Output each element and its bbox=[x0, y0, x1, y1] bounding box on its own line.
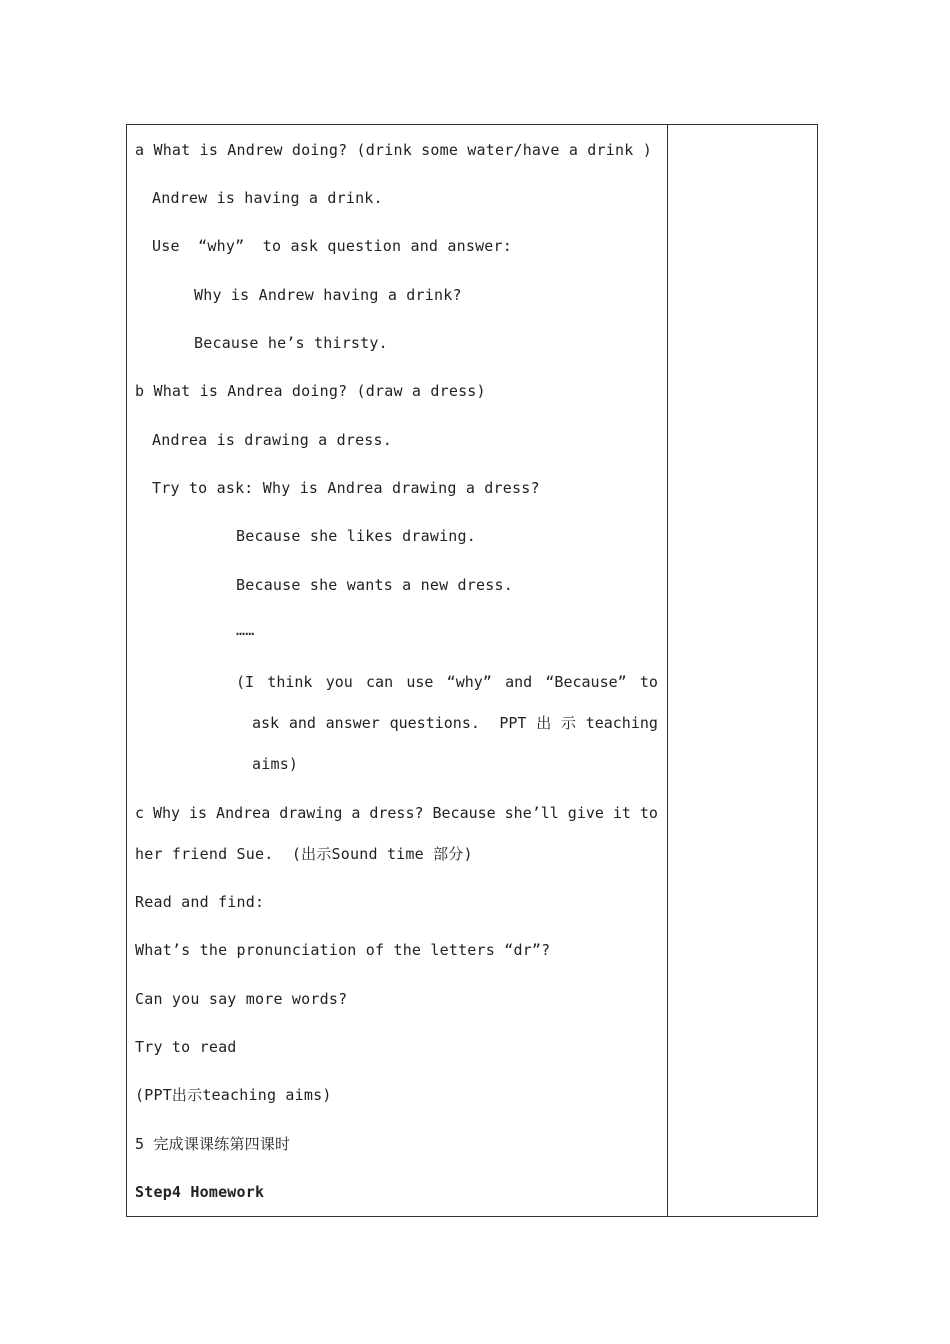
text-line: 5 完成课课练第四课时 bbox=[135, 1135, 291, 1153]
column-divider bbox=[667, 125, 668, 1216]
word: 示 bbox=[560, 714, 576, 732]
word: think bbox=[267, 673, 313, 691]
text-line: Andrew is having a drink. bbox=[152, 189, 383, 207]
word: Because bbox=[432, 804, 496, 822]
text-line: Because she wants a new dress. bbox=[236, 576, 513, 594]
text-line: a What is Andrew doing? (drink some water/have a drink ) bbox=[135, 141, 652, 159]
word: to bbox=[639, 804, 658, 822]
text-line: Because she likes drawing. bbox=[236, 527, 476, 545]
word: Why bbox=[152, 804, 181, 822]
word: to bbox=[639, 673, 658, 691]
text-line: her friend Sue. (出示Sound time 部分) bbox=[135, 845, 473, 863]
text-line: Try to ask: Why is Andrea drawing a dress? bbox=[152, 479, 540, 497]
justified-line bbox=[135, 804, 658, 822]
word: she’ll bbox=[504, 804, 559, 822]
word: can bbox=[366, 673, 394, 691]
word: it bbox=[612, 804, 631, 822]
word: “Because” bbox=[545, 673, 627, 691]
text-line: …… bbox=[236, 621, 255, 639]
text-line: Why is Andrew having a drink? bbox=[194, 286, 462, 304]
word: you bbox=[325, 673, 353, 691]
word: “why” bbox=[446, 673, 492, 691]
text-line: (PPT出示teaching aims) bbox=[135, 1086, 332, 1104]
word: PPT bbox=[499, 714, 527, 732]
word: teaching bbox=[585, 714, 658, 732]
justified-line bbox=[236, 673, 658, 691]
section-heading: Step4 Homework bbox=[135, 1183, 265, 1201]
word: 出 bbox=[536, 714, 552, 732]
text-line: Read and find: bbox=[135, 893, 265, 911]
text-line: Try to read bbox=[135, 1038, 237, 1056]
word: is bbox=[189, 804, 208, 822]
word: (I bbox=[236, 673, 255, 691]
word: Andrea bbox=[216, 804, 271, 822]
word: and bbox=[505, 673, 533, 691]
text-line: Use “why” to ask question and answer: bbox=[152, 237, 512, 255]
word: a bbox=[351, 804, 361, 822]
word: and bbox=[288, 714, 316, 732]
word: c bbox=[135, 804, 145, 822]
text-line: Because he’s thirsty. bbox=[194, 334, 388, 352]
word: drawing bbox=[279, 804, 343, 822]
text-line: Andrea is drawing a dress. bbox=[152, 431, 392, 449]
word: ask bbox=[252, 714, 280, 732]
justified-line bbox=[252, 714, 658, 732]
word: answer bbox=[325, 714, 380, 732]
text-line: Can you say more words? bbox=[135, 990, 348, 1008]
text-line: What’s the pronunciation of the letters “dr”? bbox=[135, 941, 551, 959]
word: dress? bbox=[369, 804, 424, 822]
word: give bbox=[567, 804, 604, 822]
word: questions. bbox=[389, 714, 480, 732]
text-line: aims) bbox=[252, 755, 299, 773]
text-line: b What is Andrea doing? (draw a dress) bbox=[135, 382, 486, 400]
word: use bbox=[406, 673, 434, 691]
